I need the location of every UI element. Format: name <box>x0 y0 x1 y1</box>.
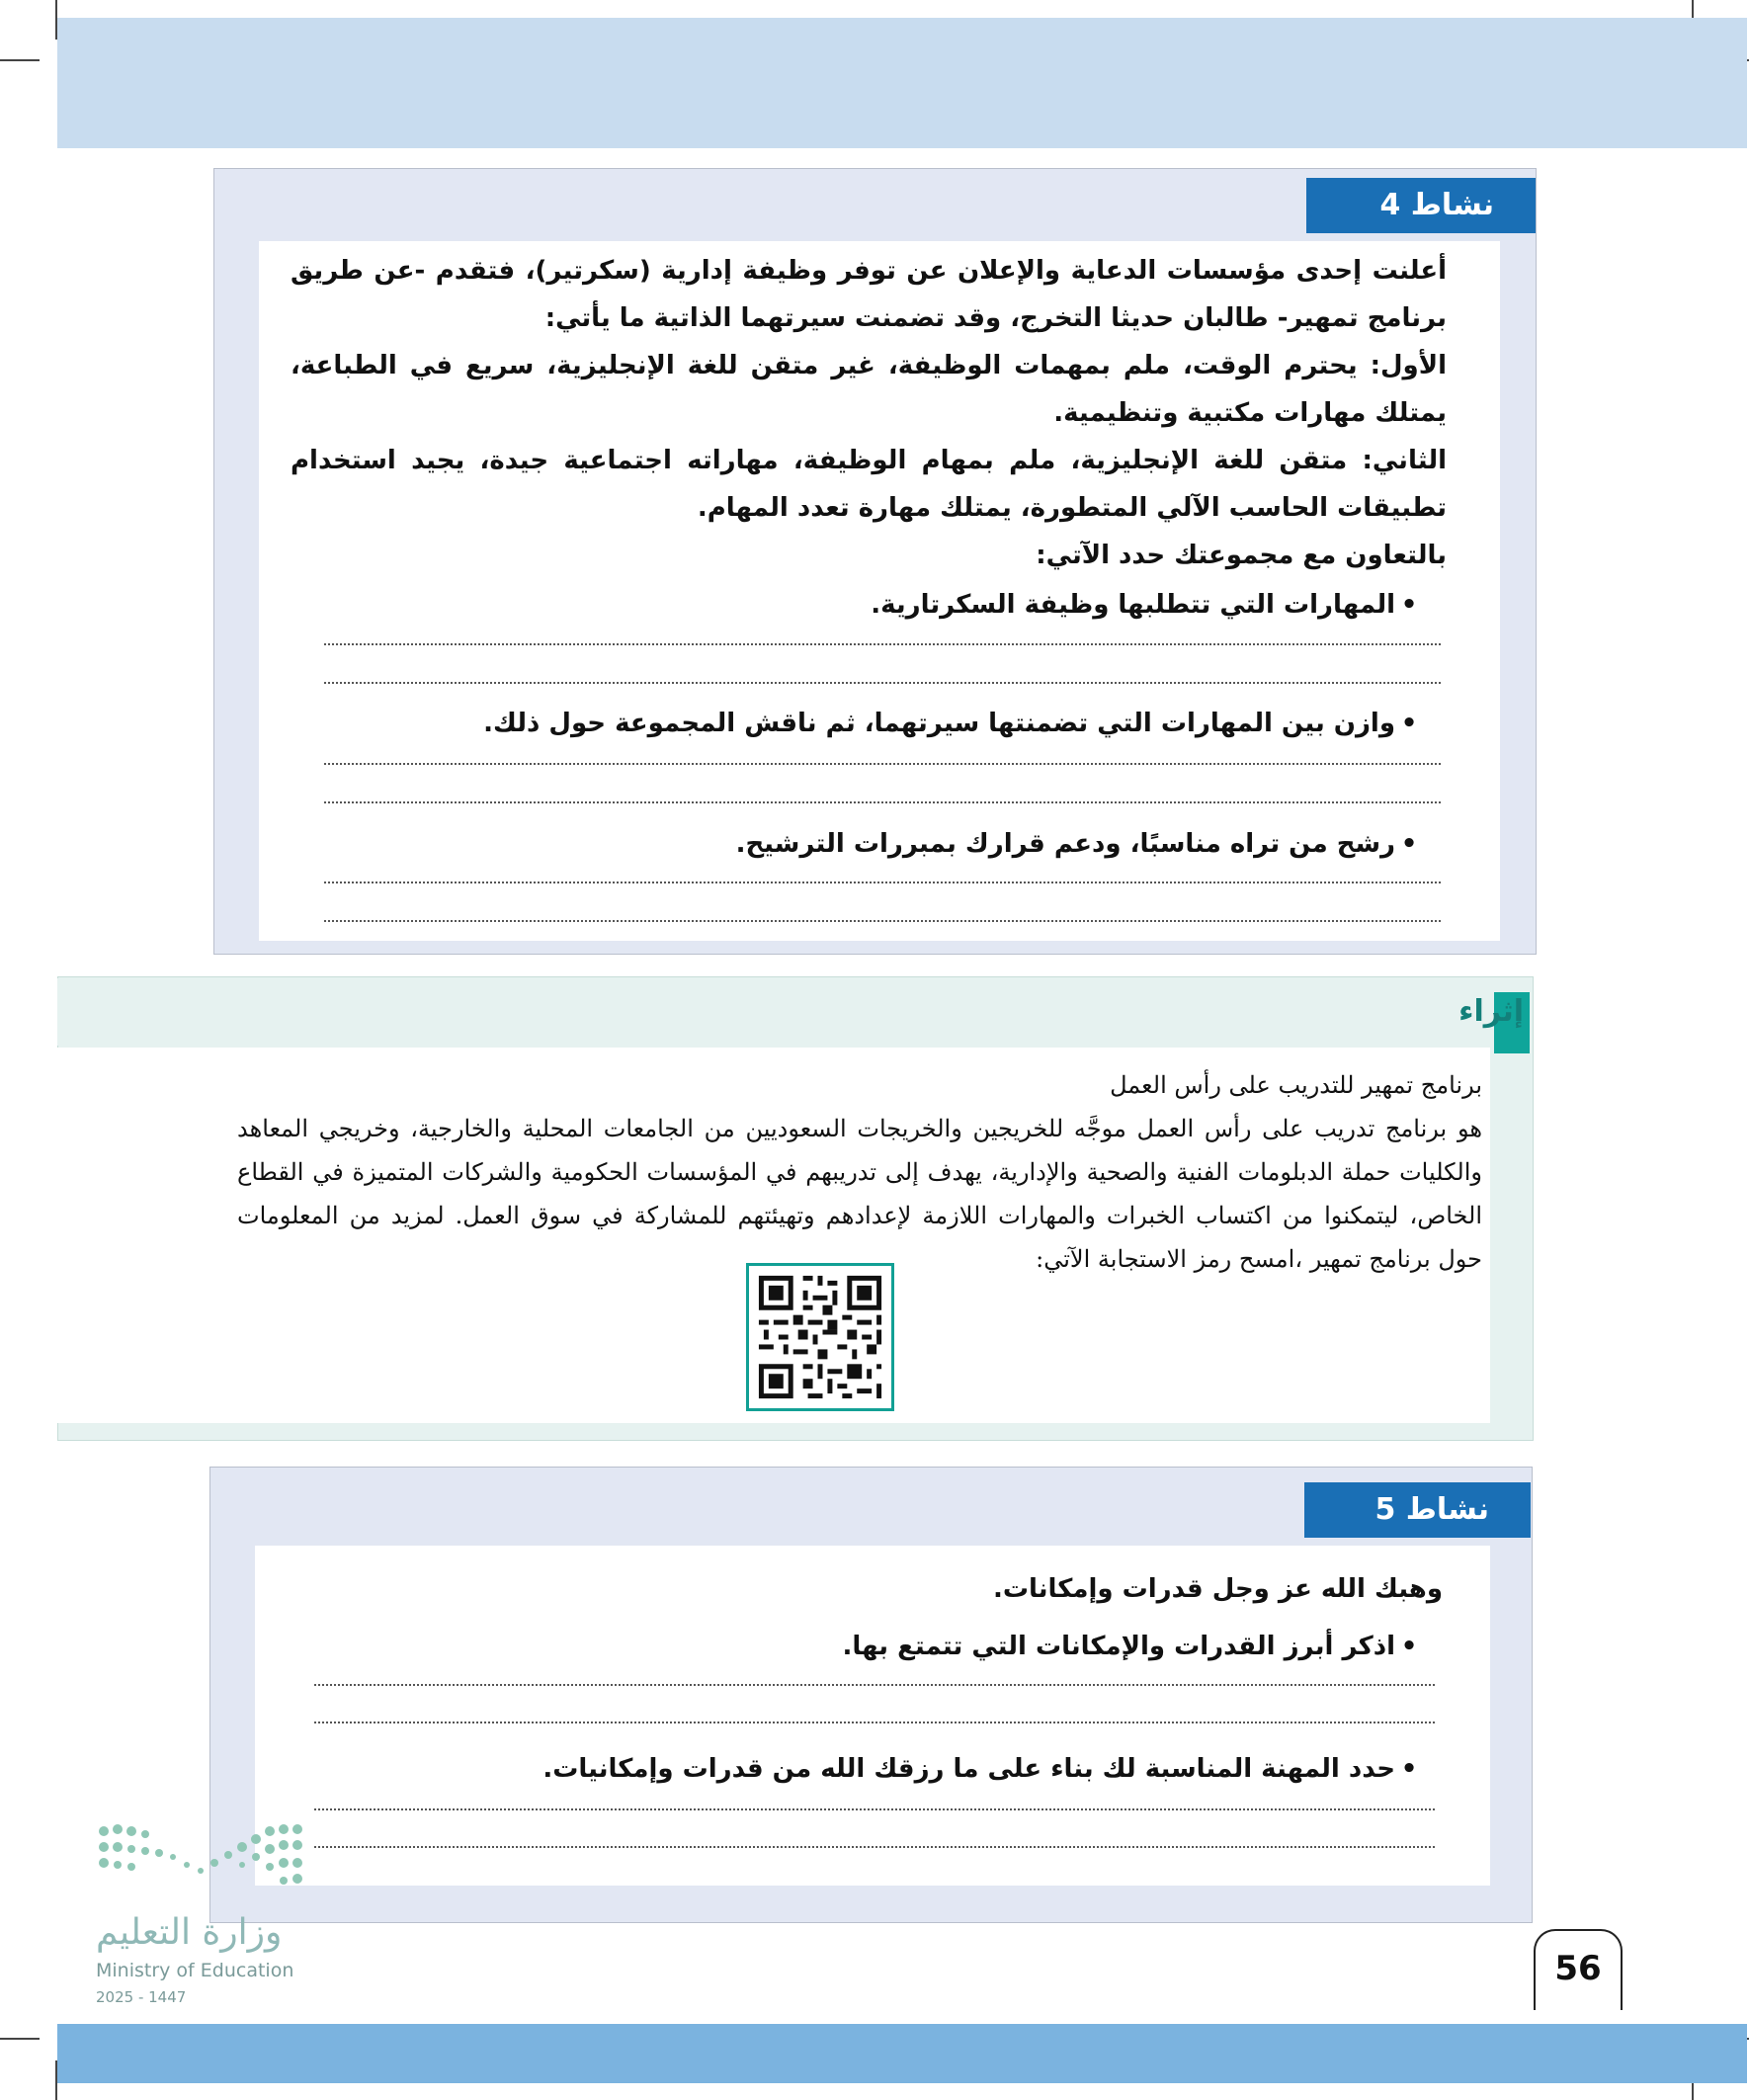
answer-line[interactable] <box>324 643 1441 645</box>
bullet-text: المهارات التي تتطلبها وظيفة السكرتارية. <box>871 590 1395 620</box>
enrichment-subtitle: برنامج تمهير للتدريب على رأس العمل <box>1110 1071 1482 1099</box>
activity-4-text <box>291 247 1447 579</box>
bullet-text: وازن بين المهارات التي تضمنتها سيرتهما، ثم ناقش المجموعة حول ذلك. <box>483 709 1395 738</box>
bullet-dot: • <box>1400 1632 1418 1661</box>
bullet-dot: • <box>1400 709 1418 738</box>
activity-4-paragraph: الأول: يحترم الوقت، ملم بمهمات الوظيفة، غير متقن للغة الإنجليزية، سريع في الطباعة، يمتلك مهارات مكتبية وتنظيمية. <box>291 351 1447 428</box>
activity-5-intro: وهبك الله عز وجل قدرات وإمكانات. <box>993 1574 1443 1604</box>
activity-4-paragraph: الثاني: متقن للغة الإنجليزية، ملم بمهام الوظيفة، مهاراته اجتماعية جيدة، يجيد استخدام تطبيقات الحاسب الآلي المتطورة، يمتلك مهارة تعدد المهام. <box>291 446 1447 523</box>
qr-code[interactable] <box>746 1263 894 1411</box>
bullet-text: حدد المهنة المناسبة لك بناء على ما رزقك الله من قدرات وإمكانيات. <box>542 1754 1395 1784</box>
answer-line[interactable] <box>314 1808 1435 1810</box>
crop-mark <box>0 59 40 61</box>
ministry-name-english: Ministry of Education <box>96 1960 294 1981</box>
edition-year: 2025 - 1447 <box>96 1988 187 2006</box>
answer-line[interactable] <box>324 801 1441 803</box>
activity-5-bullet <box>336 1749 1423 1789</box>
bullet-text: رشح من تراه مناسبًا، ودعم قرارك بمبررات الترشيح. <box>735 829 1395 859</box>
bullet-text: اذكر أبرز القدرات والإمكانات التي تتمتع بها. <box>842 1632 1395 1661</box>
bullet-dot: • <box>1400 1754 1418 1784</box>
activity-4-bullet <box>336 585 1423 625</box>
activity-4-paragraph: بالتعاون مع مجموعتك حدد الآتي: <box>1036 541 1447 570</box>
enrichment-text <box>237 1063 1482 1281</box>
activity-4-title: نشاط 4 <box>1306 178 1536 233</box>
page-number: 56 <box>1534 1929 1623 2010</box>
bullet-dot: • <box>1400 590 1418 620</box>
answer-line[interactable] <box>324 682 1441 684</box>
activity-4-bullet <box>336 824 1423 864</box>
activity-5-title: نشاط 5 <box>1304 1482 1531 1538</box>
activity-5-bullet <box>336 1627 1423 1666</box>
activity-4-paragraph: أعلنت إحدى مؤسسات الدعاية والإعلان عن توفر وظيفة إدارية (سكرتير)، فتقدم -عن طريق برنامج تمهير- طالبان حديثا التخرج، وقد تضمنت سيرتهما الذاتية ما يأتي: <box>291 256 1447 333</box>
answer-line[interactable] <box>324 920 1441 922</box>
answer-line[interactable] <box>314 1684 1435 1686</box>
top-header-band <box>57 18 1747 148</box>
qr-code-icon <box>749 1266 891 1408</box>
enrichment-body: هو برنامج تدريب على رأس العمل موجَّه للخريجين والخريجات السعوديين من الجامعات المحلية والخارجية، وخريجي المعاهد والكليات حملة الدبلومات الفنية والصحية والإدارية، يهدف إلى تدريبهم في المؤسسات الحكومية والشركات المتميزة في القطاع الخاص، ليتمكنوا من اكتساب الخبرات والمهارات اللازمة لإعدادهم وتهيئتهم للمشاركة في سوق العمل. لمزيد من المعلومات حول برنامج تمهير ،امسح رمز الاستجابة الآتي: <box>237 1115 1482 1273</box>
enrichment-header <box>57 978 1490 1046</box>
activity-4-bullet <box>336 704 1423 743</box>
answer-line[interactable] <box>324 763 1441 765</box>
bullet-dot: • <box>1400 829 1418 859</box>
answer-line[interactable] <box>324 882 1441 883</box>
ministry-name-arabic: وزارة التعليم <box>96 1912 283 1953</box>
enrichment-title: إثراء <box>1458 994 1524 1029</box>
crop-mark <box>0 2038 40 2040</box>
answer-line[interactable] <box>314 1722 1435 1723</box>
ministry-logo-icon <box>96 1821 313 1898</box>
bottom-footer-band <box>57 2024 1747 2083</box>
answer-line[interactable] <box>314 1846 1435 1848</box>
